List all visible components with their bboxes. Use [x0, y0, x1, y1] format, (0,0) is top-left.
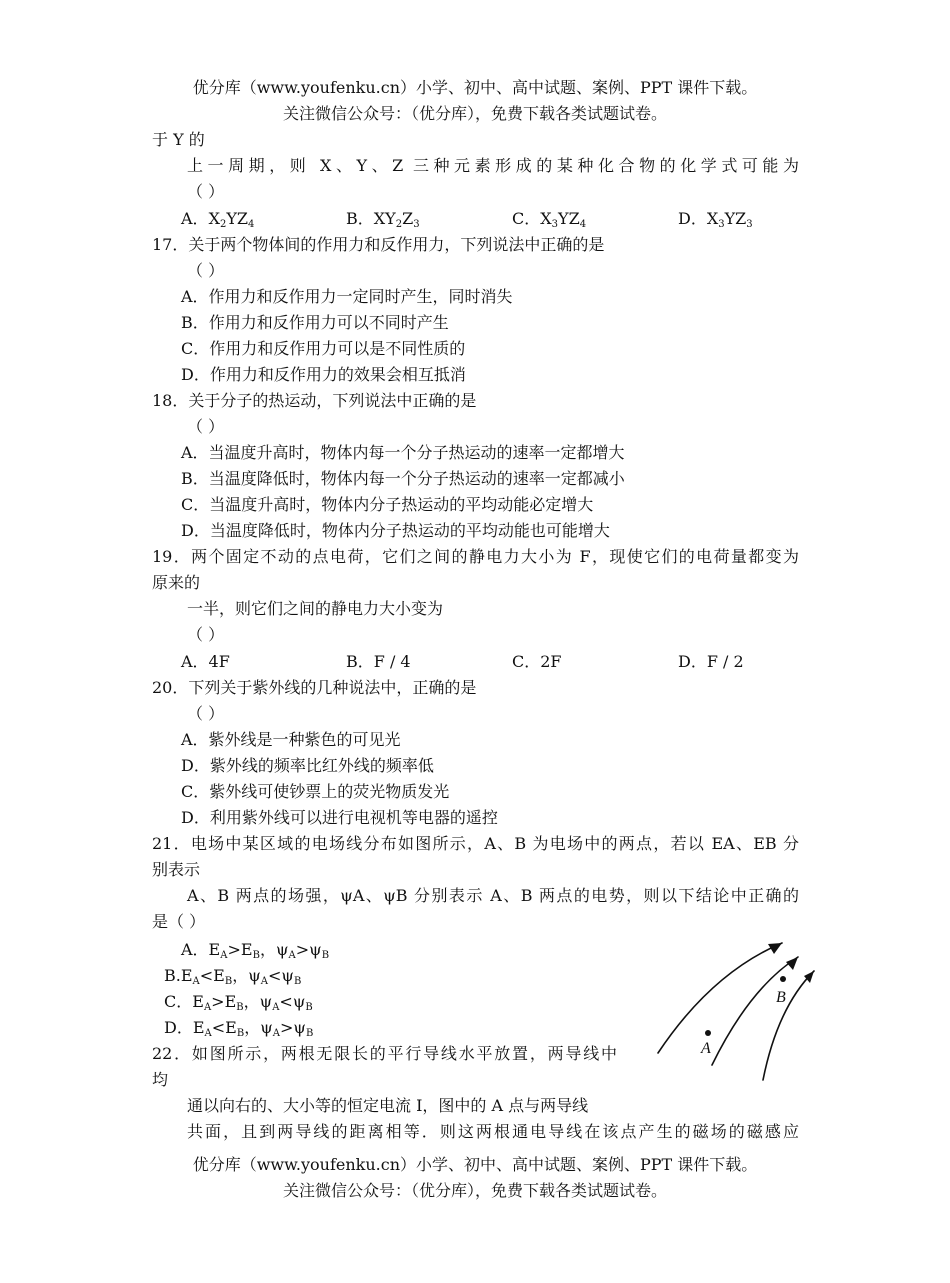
q18-option-c: C．当温度升高时，物体内分子热运动的平均动能必定增大 [181, 495, 594, 514]
footer-line-2: 关注微信公众号：（优分库），免费下载各类试题试卷。 [282, 1181, 667, 1200]
q17-option-c: C．作用力和反作用力可以是不同性质的 [181, 339, 466, 358]
field-line-3 [763, 971, 814, 1080]
q17-bracket: （ ） [187, 261, 225, 280]
q20-option-2: D．紫外线的频率比红外线的频率低 [181, 756, 434, 775]
header-line-2: 关注微信公众号：（优分库），免费下载各类试题试卷。 [282, 104, 667, 123]
q22-stem-3: 通以向右的、大小等的恒定电流 I，图中的 A 点与两导线 [187, 1096, 589, 1115]
point-b-label: B [776, 989, 786, 1006]
q21-stem-2: 别表示 [152, 860, 201, 879]
q19-stem-2: 原来的 [152, 573, 201, 592]
q17-option-a: A．作用力和反作用力一定同时产生，同时消失 [181, 287, 513, 306]
q19-option-c: C．2F [512, 652, 562, 671]
point-b-dot [780, 976, 786, 982]
header-line-1: 优分库（www.youfenku.cn）小学、初中、高中试题、案例、PPT 课件下载。 [192, 78, 758, 97]
q18-option-d: D．当温度降低时，物体内分子热运动的平均动能也可能增大 [181, 521, 610, 540]
q22-stem-2: 均 [152, 1070, 169, 1089]
q17-option-d: D．作用力和反作用力的效果会相互抵消 [181, 365, 466, 384]
q19-stem-1: 19．两个固定不动的点电荷，它们之间的静电力大小为 F，现使它们的电荷量都变为 [152, 547, 799, 566]
q16-option-c: C．$X_3YZ_4$ [512, 209, 587, 230]
footer-line-1: 优分库（www.youfenku.cn）小学、初中、高中试题、案例、PPT 课件下载。 [192, 1155, 758, 1174]
field-lines-figure [650, 935, 830, 1085]
q17-option-b: B．作用力和反作用力可以不同时产生 [181, 313, 449, 332]
q16-bracket: （ ） [187, 182, 225, 201]
point-a-dot [705, 1030, 711, 1036]
q19-option-a: A．4F [181, 652, 230, 671]
q20-stem: 20．下列关于紫外线的几种说法中，正确的是 [152, 678, 477, 697]
q21-option-d: D．$E_A<E_B$，$\psi_A>\psi_B$ [164, 1018, 314, 1039]
q16-continuation-2: 上一周期，则 X、Y、Z 三种元素形成的某种化合物的化学式可能为 [187, 156, 799, 175]
q21-option-a: A．$E_A>E_B$，$\psi_A>\psi_B$ [181, 940, 330, 961]
q21-option-b: $B.E_A<E_B$，$\psi_A<\psi_B$ [164, 966, 302, 987]
q22-stem-4: 共面，且到两导线的距离相等．则这两根通电导线在该点产生的磁场的磁感应 [187, 1122, 799, 1141]
field-line-1 [658, 943, 782, 1053]
q19-bracket: （ ） [187, 625, 225, 644]
arrowhead-2 [786, 957, 798, 970]
q21-stem-3: A、B 两点的场强，ψA、ψB 分别表示 A、B 两点的电势，则以下结论中正确的 [187, 886, 799, 905]
q18-bracket: （ ） [187, 417, 225, 436]
q22-stem-1: 22．如图所示，两根无限长的平行导线水平放置，两导线中 [152, 1044, 617, 1063]
q16-option-b: B．$XY_2Z_3$ [346, 209, 420, 230]
q16-option-d: D．$X_3YZ_3$ [678, 209, 753, 230]
q20-bracket: （ ） [187, 704, 225, 723]
q19-stem-3: 一半，则它们之间的静电力大小变为 [187, 599, 444, 618]
q21-stem-4: 是（ ） [152, 912, 206, 931]
q16-continuation: 于 Y 的 [152, 130, 205, 149]
q16-option-a: A．$X_2YZ_4$ [181, 209, 255, 230]
q20-option-1: A．紫外线是一种紫色的可见光 [181, 730, 401, 749]
q17-stem: 17．关于两个物体间的作用力和反作用力，下列说法中正确的是 [152, 235, 605, 254]
q19-option-d: D．F / 2 [678, 652, 744, 671]
q18-stem: 18．关于分子的热运动，下列说法中正确的是 [152, 391, 477, 410]
q21-option-c: C．$E_A>E_B$，$\psi_A<\psi_B$ [164, 992, 313, 1013]
q20-option-4: D．利用紫外线可以进行电视机等电器的遥控 [181, 808, 498, 827]
q18-option-a: A．当温度升高时，物体内每一个分子热运动的速率一定都增大 [181, 443, 625, 462]
q20-option-3: C．紫外线可使钞票上的荧光物质发光 [181, 782, 450, 801]
point-a-label: A [701, 1040, 711, 1057]
q21-stem-1: 21．电场中某区域的电场线分布如图所示，A、B 为电场中的两点，若以 EA、EB 分 [152, 834, 799, 853]
q19-option-b: B．F / 4 [346, 652, 411, 671]
q18-option-b: B．当温度降低时，物体内每一个分子热运动的速率一定都减小 [181, 469, 625, 488]
